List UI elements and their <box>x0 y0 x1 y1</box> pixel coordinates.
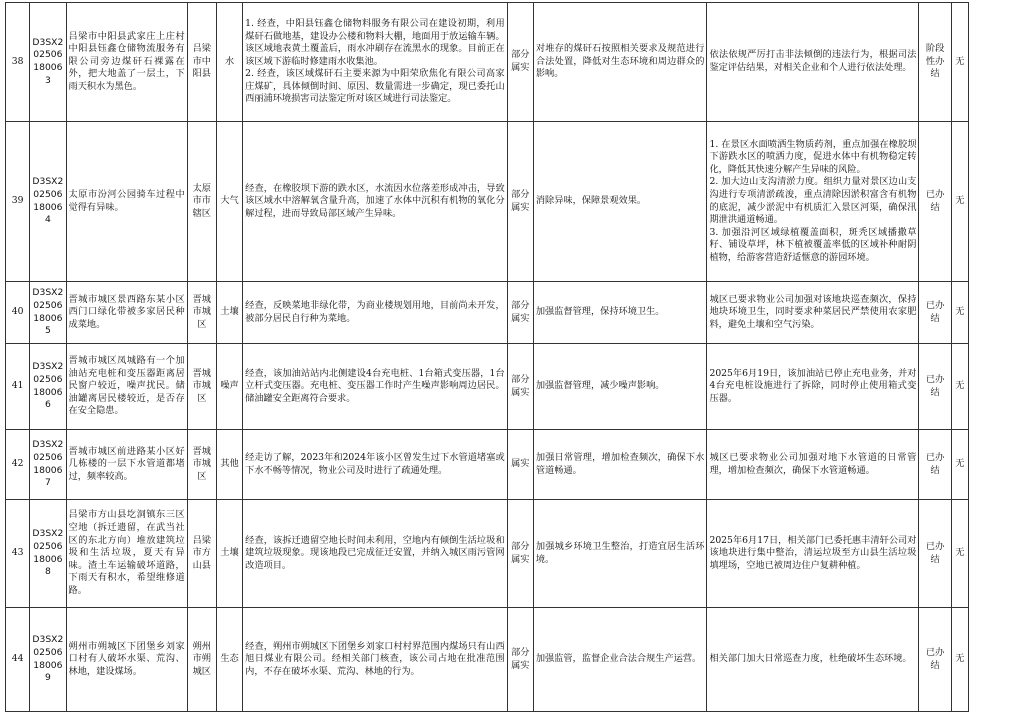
truth-verdict: 部分属实 <box>507 282 533 344</box>
table-row <box>6 282 969 344</box>
handling-status: 已办结 <box>919 608 951 712</box>
case-code: D3SX2 02506 18006 4 <box>30 122 66 282</box>
accountability: 无 <box>951 3 968 122</box>
case-code: D3SX2 02506 18006 3 <box>30 3 66 122</box>
investigation-finding: 经走访了解，2023年和2024年该小区曾发生过下水管道堵塞或下水不畅等情况，物业公司及时进行了疏通处理。 <box>243 430 507 500</box>
table-body <box>6 3 969 712</box>
investigation-finding: 1. 经查，中阳县钰鑫仓储物料服务有限公司在建设初期，利用煤矸石做地基，建设办公楼和物料大棚，地面用于放运输车辆。该区域地表黄土覆盖后，雨水冲刷存在流黑水的现象。目前正在该区域下游临时修建雨水收集池。 2. 经查，该区域煤矸石主要来源为中阳荣欣焦化有限公司高家庄煤矿，具体倾倒时间、原因、数量需进一步确定，现已委托山西丽浦环境损害司法鉴定所对该区域进行司法鉴定。 <box>243 3 507 122</box>
admin-area: 吕梁市中阳县 <box>187 3 216 122</box>
rectification-measures: 2025年6月19日，该加油站已停止充电业务，并对4台充电桩设施进行了拆除，同时停止使用箱式变压器。 <box>707 344 919 430</box>
pollution-type: 大气 <box>216 122 242 282</box>
admin-area: 晋城市城区 <box>187 344 216 430</box>
row-number: 44 <box>6 608 30 712</box>
row-number: 42 <box>6 430 30 500</box>
handling-status: 已办结 <box>919 344 951 430</box>
accountability: 无 <box>951 430 968 500</box>
rectification-measures: 城区已要求物业公司加强对该地块巡查频次，保持地块环境卫生，同时要求种菜居民严禁使用农家肥料，避免土壤和空气污染。 <box>707 282 919 344</box>
pollution-type: 其他 <box>216 430 242 500</box>
truth-verdict: 部分属实 <box>507 122 533 282</box>
rectification-goal: 消除异味，保障景观效果。 <box>533 122 707 282</box>
complaint-content: 太原市汾河公园骑车过程中觉得有异味。 <box>66 122 187 282</box>
rectification-measures: 城区已要求物业公司加强对地下水管道的日常管理，增加检查频次，确保下水管道畅通。 <box>707 430 919 500</box>
row-number: 38 <box>6 3 30 122</box>
complaint-content: 吕梁市中阳县武家庄上庄村中阳县钰鑫仓储物流服务有限公司旁边煤矸石裸露在外，把大地盖了一层土，下雨天积水为黑色。 <box>66 3 187 122</box>
pollution-type: 噪声 <box>216 344 242 430</box>
admin-area: 吕梁市方山县 <box>187 500 216 608</box>
admin-area: 朔州市朔城区 <box>187 608 216 712</box>
accountability: 无 <box>951 344 968 430</box>
accountability: 无 <box>951 282 968 344</box>
pollution-type: 水 <box>216 3 242 122</box>
investigation-finding: 经查，在橡胶坝下游的跌水区，水流因水位落差形成冲击，导致该区域水中溶解氧含量升高，加速了水体中沉积有机物的氧化分解过程，进而导致局部区域产生异味。 <box>243 122 507 282</box>
truth-verdict: 属实 <box>507 430 533 500</box>
rectification-goal: 加强城乡环境卫生整治，打造宜居生活环境。 <box>533 500 707 608</box>
row-number: 43 <box>6 500 30 608</box>
handling-status: 已办结 <box>919 430 951 500</box>
complaint-content: 晋城市城区景西路东某小区西门口绿化带被多家居民种成菜地。 <box>66 282 187 344</box>
row-number: 39 <box>6 122 30 282</box>
complaint-content: 朔州市朔城区下团堡乡刘家口村有人破坏水渠、荒沟、林地，建设煤场。 <box>66 608 187 712</box>
admin-area: 晋城市城区 <box>187 430 216 500</box>
accountability: 无 <box>951 122 968 282</box>
rectification-goal: 加强监督管理，保持环境卫生。 <box>533 282 707 344</box>
rectification-measures: 2025年6月17日，相关部门已委托惠丰清轩公司对该地块进行集中整治，清运垃圾至方山县生活垃圾填埋场，空地已被周边住户复耕种植。 <box>707 500 919 608</box>
table-row <box>6 500 969 608</box>
table-row <box>6 344 969 430</box>
complaint-content: 晋城市城区前进路某小区好几栋楼的一层下水管道都堵过，频率较高。 <box>66 430 187 500</box>
table-row <box>6 122 969 282</box>
pollution-type: 土壤 <box>216 282 242 344</box>
row-number: 41 <box>6 344 30 430</box>
case-code: D3SX2 02506 18006 8 <box>30 500 66 608</box>
truth-verdict: 部分属实 <box>507 608 533 712</box>
investigation-finding: 经查，朔州市朔城区下团堡乡刘家口村村界范围内煤场只有山西旭日煤业有限公司。经相关部门核查，该公司占地在批准范围内，不存在破坏水渠、荒沟、林地的行为。 <box>243 608 507 712</box>
table-row <box>6 430 969 500</box>
row-number: 40 <box>6 282 30 344</box>
rectification-measures: 相关部门加大日常巡查力度，杜绝破坏生态环境。 <box>707 608 919 712</box>
accountability: 无 <box>951 608 968 712</box>
truth-verdict: 部分属实 <box>507 344 533 430</box>
table-row <box>6 3 969 122</box>
truth-verdict: 部分属实 <box>507 3 533 122</box>
pollution-type: 生态 <box>216 608 242 712</box>
handling-status: 阶段性办结 <box>919 3 951 122</box>
case-table <box>5 2 969 712</box>
rectification-goal: 加强监管，监督企业合法合规生产运营。 <box>533 608 707 712</box>
admin-area: 晋城市城区 <box>187 282 216 344</box>
accountability: 无 <box>951 500 968 608</box>
admin-area: 太原市市辖区 <box>187 122 216 282</box>
rectification-measures: 依法依规严厉打击非法倾倒的违法行为，根据司法鉴定评估结果，对相关企业和个人进行依法处理。 <box>707 3 919 122</box>
case-code: D3SX2 02506 18006 7 <box>30 430 66 500</box>
investigation-finding: 经查，该拆迁遗留空地长时间未利用，空地内有倾倒生活垃圾和建筑垃圾现象。现该地段已完成征迁安置，并纳入城区雨污管网改造项目。 <box>243 500 507 608</box>
rectification-goal: 加强日常管理，增加检查频次，确保下水管道畅通。 <box>533 430 707 500</box>
handling-status: 已办结 <box>919 282 951 344</box>
pollution-type: 土壤 <box>216 500 242 608</box>
table-row <box>6 608 969 712</box>
case-code: D3SX2 02506 18006 5 <box>30 282 66 344</box>
investigation-finding: 经查，该加油站站内北侧建设4台充电桩、1台箱式变压器，1台立杆式变压器。充电桩、变压器工作时产生噪声影响周边居民。储油罐安全距离符合要求。 <box>243 344 507 430</box>
handling-status: 已办结 <box>919 122 951 282</box>
complaint-content: 晋城市城区凤城路有一个加油站充电桩和变压器距离居民窗户较近，噪声扰民。储油罐离居民楼较近，是否存在安全隐患。 <box>66 344 187 430</box>
handling-status: 已办结 <box>919 500 951 608</box>
complaint-content: 吕梁市方山县圪洞镇东三区空地（拆迁遗留，在武当社区的东北方向）堆放建筑垃圾和生活垃圾，夏天有异味。渣土车运输破坏道路，下雨天有积水，希望维修道路。 <box>66 500 187 608</box>
case-code: D3SX2 02506 18006 9 <box>30 608 66 712</box>
rectification-measures: 1. 在景区水面喷洒生物质药剂，重点加强在橡胶坝下游跌水区的喷洒力度，促进水体中有机物稳定转化，降低其快速分解产生异味的风险。 2. 加大边山支沟清淤力度。组织力量对景区边山支沟进行专项清淤疏浚，重点清除因淤积富含有机物的底泥，减少淤泥中有机质汇入景区河渠，确保汛期泄洪通道畅通。 3. 加强沿河区域绿植覆盖面积，斑秃区域播撒草籽、铺设草坪，林下植被覆盖率低的区域补种耐阴植物，给游客营造舒适惬意的游园环境。 <box>707 122 919 282</box>
investigation-finding: 经查，反映菜地非绿化带，为商业楼规划用地，目前尚未开发，被部分居民自行种为菜地。 <box>243 282 507 344</box>
rectification-goal: 加强监督管理，减少噪声影响。 <box>533 344 707 430</box>
rectification-goal: 对堆存的煤矸石按照相关要求及规范进行合法处置，降低对生态环境和周边群众的影响。 <box>533 3 707 122</box>
truth-verdict: 部分属实 <box>507 500 533 608</box>
case-code: D3SX2 02506 18006 6 <box>30 344 66 430</box>
